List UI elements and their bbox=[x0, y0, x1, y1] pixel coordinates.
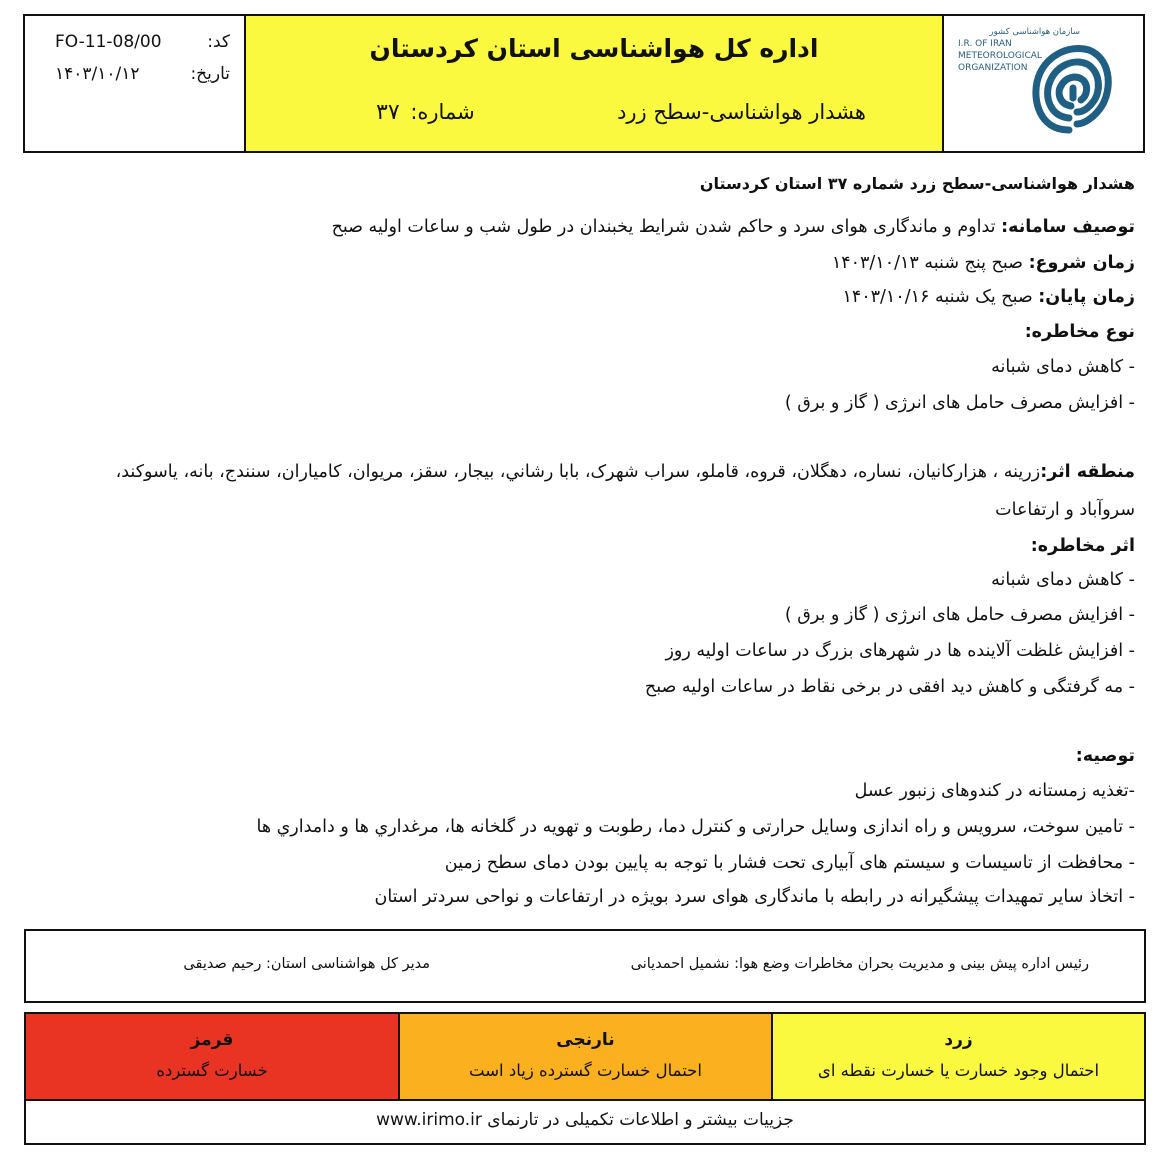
effect-item: - افزایش مصرف حامل های انرژی ( گاز و برق ) bbox=[784, 605, 1135, 625]
level-orange-desc: احتمال خسارت گسترده زیاد است bbox=[469, 1061, 702, 1080]
level-yellow-name: زرد bbox=[944, 1030, 973, 1050]
signature-box bbox=[24, 929, 1146, 1003]
start-label: زمان شروع: bbox=[1028, 253, 1135, 273]
irimo-logo-icon bbox=[1029, 38, 1115, 136]
warning-levels-legend bbox=[24, 1012, 1146, 1145]
effect-item: - کاهش دمای شبانه bbox=[991, 570, 1135, 590]
logo-line1: I.R. OF IRAN bbox=[958, 39, 1012, 49]
code-cell bbox=[25, 16, 244, 151]
end-label: زمان پایان: bbox=[1038, 287, 1135, 307]
advice-item: - تامین سوخت، سرویس و راه اندازی وسایل حرارتی و کنترل دما، رطوبت و تهویه در گلخانه ها، مرغداري ها و دامداري ها bbox=[256, 817, 1135, 837]
advice-label: توصیه: bbox=[1075, 746, 1135, 766]
area-text: زرینه ، هزارکانیان، نساره، دهگلان، قروه، قاملو، سراب شهرک، بابا رشاني، بیجار، سقز، مریوان، کامیاران، سنندج، بانه، یاسوکند، bbox=[115, 462, 1041, 482]
area-label: منطقه اثر: bbox=[1040, 462, 1135, 482]
system-text: تداوم و ماندگاری هوای سرد و حاکم شدن شرایط یخبندان در طول شب و ساعات اولیه صبح bbox=[331, 217, 1002, 237]
level-yellow bbox=[771, 1014, 1144, 1101]
advice-item: - محافظت از تاسیسات و سیستم های آبیاری تحت فشار با توجه به پایین بودن دمای سطح زمین bbox=[444, 853, 1135, 873]
advice-item: - اتخاذ سایر تمهیدات پیشگیرانه در رابطه با ماندگاری هوای سرد بویژه در ارتفاعات و نواحی سردتر استان bbox=[374, 887, 1135, 907]
number-value: ۳۷ bbox=[376, 100, 400, 125]
date-value: ۱۴۰۳/۱۰/۱۲ bbox=[55, 64, 140, 84]
code-label: کد: bbox=[207, 32, 230, 52]
code-value: FO-11-08/00 bbox=[55, 32, 162, 52]
start-text: صبح پنج شنبه ۱۴۰۳/۱۰/۱۳ bbox=[831, 253, 1029, 273]
effect-item: - مه گرفتگی و کاهش دید افقی در برخی نقاط در ساعات اولیه صبح bbox=[644, 677, 1135, 697]
effects-label: اثر مخاطره: bbox=[1030, 536, 1135, 556]
number-label: شماره: bbox=[410, 100, 475, 124]
forecast-head-signature: رئیس اداره پیش بینی و مدیریت بحران مخاطرات وضع هوا: نشمیل احمدیانی bbox=[630, 956, 1089, 972]
start-line bbox=[832, 253, 1135, 273]
area-text-2: سروآباد و ارتفاعات bbox=[995, 500, 1135, 520]
logo-persian-text: سازمان هواشناسی کشور bbox=[989, 27, 1080, 37]
system-line bbox=[332, 217, 1135, 237]
advice-item: -تغذیه زمستانه در کندوهای زنبور عسل bbox=[854, 781, 1135, 801]
effect-item: - افزایش غلظت آلاینده ها در شهرهای بزرگ در ساعات اولیه روز bbox=[665, 641, 1135, 661]
end-text: صبح یک شنبه ۱۴۰۳/۱۰/۱۶ bbox=[842, 287, 1039, 307]
warning-number bbox=[376, 100, 475, 125]
level-red bbox=[26, 1014, 398, 1101]
organization-title: اداره کل هواشناسی استان کردستان bbox=[369, 34, 819, 63]
logo-cell bbox=[942, 16, 1143, 151]
level-yellow-desc: احتمال وجود خسارت یا خسارت نقطه ای bbox=[817, 1061, 1100, 1080]
hazard-type-item: - افزایش مصرف حامل های انرژی ( گاز و برق ) bbox=[784, 393, 1135, 413]
title-cell bbox=[244, 16, 942, 151]
header-table bbox=[23, 14, 1145, 153]
system-label: توصیف سامانه: bbox=[1001, 217, 1135, 237]
level-orange bbox=[398, 1014, 771, 1101]
end-line bbox=[842, 287, 1135, 307]
logo-line2: METEOROLOGICAL bbox=[958, 51, 1042, 61]
warning-subtitle: هشدار هواشناسی-سطح زرد bbox=[617, 100, 866, 124]
body-heading: هشدار هواشناسی-سطح زرد شماره ۳۷ استان کردستان bbox=[699, 174, 1135, 193]
level-red-name: قرمز bbox=[190, 1030, 234, 1050]
area-line bbox=[116, 462, 1135, 482]
logo-line3: ORGANIZATION bbox=[958, 63, 1028, 73]
level-red-desc: خسارت گسترده bbox=[156, 1061, 268, 1080]
date-label: تاریخ: bbox=[190, 64, 230, 84]
level-orange-name: نارنجی bbox=[556, 1030, 615, 1050]
footer-website-note: جزییات بیشتر و اطلاعات تکمیلی در تارنمای www.irimo.ir bbox=[26, 1099, 1144, 1143]
director-signature: مدیر کل هواشناسی استان: رحیم صدیقی bbox=[183, 956, 430, 972]
hazard-type-item: - کاهش دمای شبانه bbox=[991, 357, 1135, 377]
hazard-type-label: نوع مخاطره: bbox=[1024, 322, 1135, 342]
